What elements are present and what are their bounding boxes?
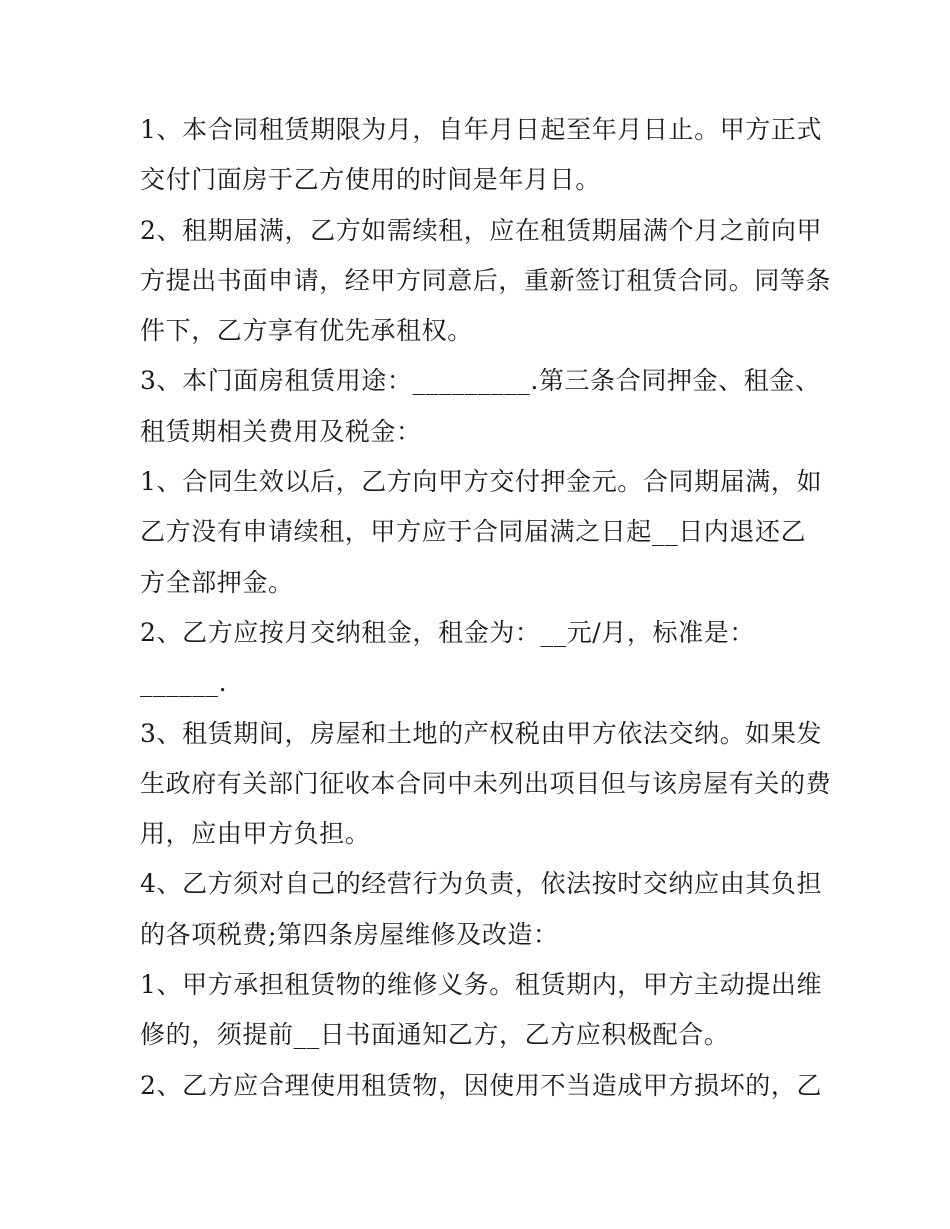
text-line: 3、本门面房租赁用途：_________.第三条合同押金、租金、 [140,366,821,396]
text-line: 方提出书面申请，经甲方同意后，重新签订租赁合同。同等条 [140,265,832,295]
text-line: 3、租赁期间，房屋和土地的产权税由甲方依法交纳。如果发 [140,718,823,748]
text-line: 用，应由甲方负担。 [140,819,371,849]
text-line: 1、甲方承担租赁物的维修义务。租赁期内，甲方主动提出维 [140,970,823,1000]
text-line: 1、本合同租赁期限为月，自年月日起至年月日止。甲方正式 [140,115,823,144]
text-line: 件下，乙方享有优先承租权。 [140,316,473,346]
text-line: 4、乙方须对自己的经营行为负责，依法按时交纳应由其负担 [140,869,823,899]
text-line: 2、乙方应合理使用租赁物，因使用不当造成甲方损坏的，乙 [140,1070,823,1100]
text-line: 生政府有关部门征收本合同中未列出项目但与该房屋有关的费 [140,768,832,798]
text-line: 交付门面房于乙方使用的时间是年月日。 [140,165,601,195]
text-line: 2、乙方应按月交纳租金，租金为：__元/月，标准是： [140,617,755,647]
text-line: 乙方没有申请续租，甲方应于合同届满之日起__日内退还乙 [140,517,807,547]
text-line: 的各项税费;第四条房屋维修及改造： [140,919,559,949]
contract-body-text [140,105,830,1111]
text-line: ______. [140,668,228,698]
text-line: 修的，须提前__日书面通知乙方，乙方应积极配合。 [140,1020,730,1050]
text-line: 1、合同生效以后，乙方向甲方交付押金元。合同期届满，如 [140,467,823,497]
text-line: 2、租期届满，乙方如需续租，应在租赁期届满个月之前向甲 [140,215,823,245]
text-line: 方全部押金。 [140,567,294,597]
text-line: 租赁期相关费用及税金： [140,416,422,446]
